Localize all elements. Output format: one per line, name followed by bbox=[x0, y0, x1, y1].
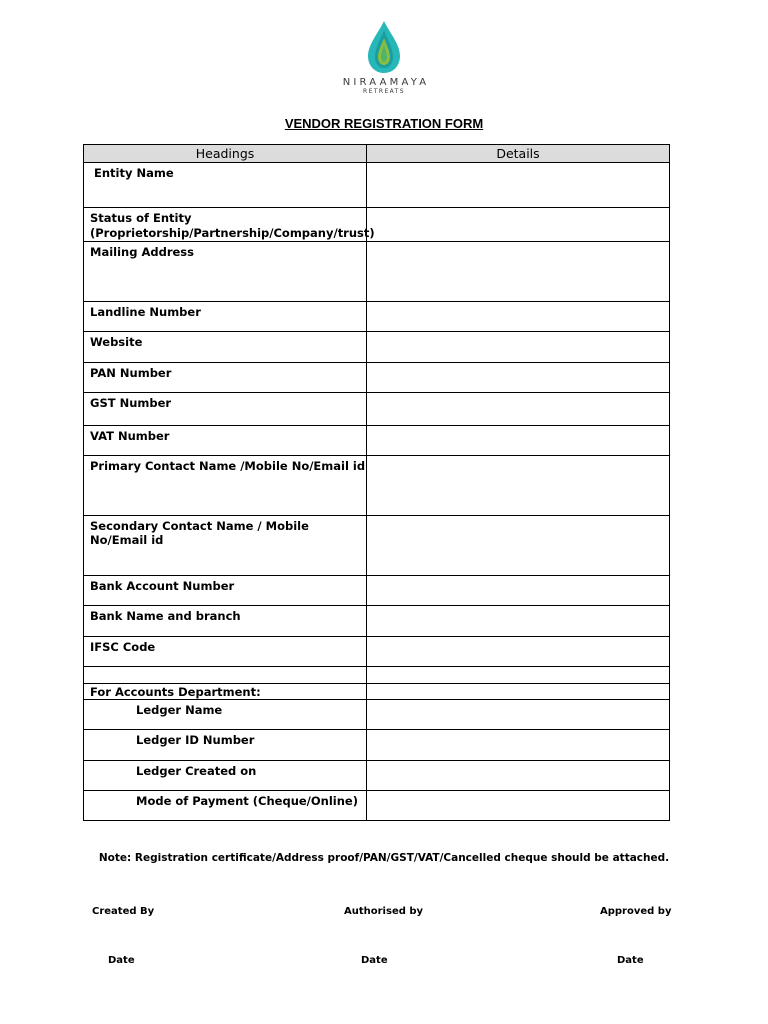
pan-number-field[interactable] bbox=[367, 363, 670, 393]
table-row bbox=[84, 363, 670, 393]
row-label-mode-of-payment: Mode of Payment (Cheque/Online) bbox=[84, 791, 367, 821]
row-label-status-of-entity: Status of Entity (Proprietorship/Partnership/Company/trust) bbox=[84, 208, 367, 242]
bank-name-branch-field[interactable] bbox=[367, 606, 670, 637]
approved-date-label: Date bbox=[617, 955, 644, 966]
row-label-ifsc-code: IFSC Code bbox=[84, 637, 367, 667]
table-row bbox=[84, 456, 670, 516]
gst-number-field[interactable] bbox=[367, 393, 670, 426]
entity-name-field[interactable] bbox=[367, 163, 670, 208]
row-label-ledger-name: Ledger Name bbox=[84, 700, 367, 730]
brand-logo bbox=[0, 20, 768, 95]
column-header-details: Details bbox=[367, 145, 670, 163]
table-row bbox=[84, 791, 670, 821]
status-of-entity-field[interactable] bbox=[367, 208, 670, 242]
ledger-name-field[interactable] bbox=[367, 700, 670, 730]
row-label-bank-name-branch: Bank Name and branch bbox=[84, 606, 367, 637]
row-label-landline-number: Landline Number bbox=[84, 302, 367, 332]
table-row bbox=[84, 426, 670, 456]
form-title: VENDOR REGISTRATION FORM bbox=[284, 116, 484, 131]
table-row bbox=[84, 242, 670, 302]
column-header-headings: Headings bbox=[84, 145, 367, 163]
table-row-empty bbox=[84, 667, 670, 684]
table-row bbox=[84, 332, 670, 363]
brand-name: NIRAAMAYA bbox=[342, 77, 430, 88]
ifsc-code-field[interactable] bbox=[367, 637, 670, 667]
section-label-accounts-department: For Accounts Department: bbox=[84, 684, 367, 700]
row-label-ledger-id-number: Ledger ID Number bbox=[84, 730, 367, 761]
row-label-pan-number: PAN Number bbox=[84, 363, 367, 393]
row-label-gst-number: GST Number bbox=[84, 393, 367, 426]
bank-account-number-field[interactable] bbox=[367, 576, 670, 606]
table-row bbox=[84, 516, 670, 576]
table-row bbox=[84, 393, 670, 426]
ledger-id-number-field[interactable] bbox=[367, 730, 670, 761]
attachment-note: Note: Registration certificate/Address proof/PAN/GST/VAT/Cancelled cheque should be attached. bbox=[98, 852, 670, 864]
table-row bbox=[84, 208, 670, 242]
row-label-secondary-contact: Secondary Contact Name / Mobile No/Email id bbox=[84, 516, 367, 576]
mailing-address-field[interactable] bbox=[367, 242, 670, 302]
water-drop-icon bbox=[367, 20, 401, 74]
authorised-by-label: Authorised by bbox=[344, 906, 424, 917]
vendor-registration-table bbox=[83, 144, 670, 821]
table-row bbox=[84, 637, 670, 667]
website-field[interactable] bbox=[367, 332, 670, 363]
table-row bbox=[84, 576, 670, 606]
landline-number-field[interactable] bbox=[367, 302, 670, 332]
brand-subtitle: RETREATS bbox=[363, 88, 405, 95]
row-label-primary-contact: Primary Contact Name /Mobile No/Email id bbox=[84, 456, 367, 516]
table-row bbox=[84, 606, 670, 637]
secondary-contact-field[interactable] bbox=[367, 516, 670, 576]
table-row bbox=[84, 730, 670, 761]
row-label-vat-number: VAT Number bbox=[84, 426, 367, 456]
created-date-label: Date bbox=[108, 955, 135, 966]
table-row bbox=[84, 700, 670, 730]
empty-row-field[interactable] bbox=[367, 667, 670, 684]
table-row bbox=[84, 163, 670, 208]
authorised-date-label: Date bbox=[361, 955, 388, 966]
row-label-website: Website bbox=[84, 332, 367, 363]
row-label-empty bbox=[84, 667, 367, 684]
table-row bbox=[84, 761, 670, 791]
row-label-bank-account-number: Bank Account Number bbox=[84, 576, 367, 606]
vat-number-field[interactable] bbox=[367, 426, 670, 456]
row-label-entity-name: Entity Name bbox=[84, 163, 367, 208]
row-label-mailing-address: Mailing Address bbox=[84, 242, 367, 302]
created-by-label: Created By bbox=[92, 906, 155, 917]
mode-of-payment-field[interactable] bbox=[367, 791, 670, 821]
row-label-ledger-created-on: Ledger Created on bbox=[84, 761, 367, 791]
accounts-department-field[interactable] bbox=[367, 684, 670, 700]
primary-contact-field[interactable] bbox=[367, 456, 670, 516]
approved-by-label: Approved by bbox=[600, 906, 672, 917]
table-header-row bbox=[84, 145, 670, 163]
ledger-created-on-field[interactable] bbox=[367, 761, 670, 791]
table-row bbox=[84, 302, 670, 332]
table-row-section bbox=[84, 684, 670, 700]
